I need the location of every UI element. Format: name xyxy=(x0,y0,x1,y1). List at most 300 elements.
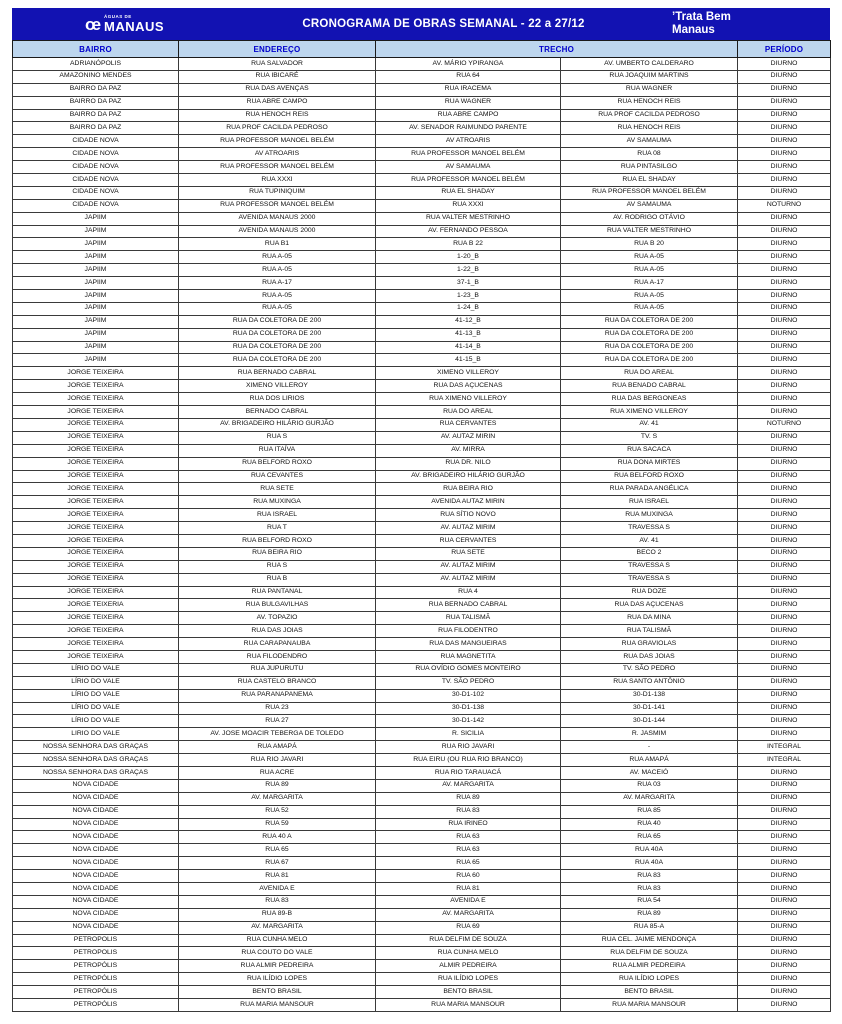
cell-trecho-1: RUA CERVANTES xyxy=(376,418,561,431)
cell-endereco: RUA 27 xyxy=(179,715,376,728)
cell-bairro: NOVA CIDADE xyxy=(13,831,179,844)
cell-endereco: AV ATROARIS xyxy=(179,148,376,161)
cell-trecho-1: AV. AUTAZ MIRIM xyxy=(376,560,561,573)
cell-bairro: JORGE TEIXEIRA xyxy=(13,470,179,483)
cell-trecho-1: RUA SÍTIO NOVO xyxy=(376,509,561,522)
table-row xyxy=(13,70,831,83)
cell-trecho-2: RUA PARADA ANGÉLICA xyxy=(561,483,738,496)
cell-trecho-2: RUA DAS BERGONEAS xyxy=(561,393,738,406)
table-row xyxy=(13,934,831,947)
cell-bairro: NOVA CIDADE xyxy=(13,857,179,870)
schedule-table xyxy=(12,40,831,1012)
cell-bairro: PETROPÓLIS xyxy=(13,986,179,999)
cell-periodo: DIURNO xyxy=(738,431,831,444)
cell-trecho-2: RUA DO AREAL xyxy=(561,367,738,380)
cell-trecho-1: AV. AUTAZ MIRIN xyxy=(376,431,561,444)
cell-bairro: JAPIIM xyxy=(13,225,179,238)
cell-periodo: DIURNO xyxy=(738,122,831,135)
page-title: CRONOGRAMA DE OBRAS SEMANAL - 22 a 27/12 xyxy=(302,18,585,30)
cell-bairro: JORGE TEIXEIRA xyxy=(13,444,179,457)
cell-endereco: RUA ALMIR PEDREIRA xyxy=(179,960,376,973)
table-row xyxy=(13,406,831,419)
cell-trecho-2: RUA AMAPÁ xyxy=(561,754,738,767)
cell-bairro: NOVA CIDADE xyxy=(13,818,179,831)
cell-periodo: INTEGRAL xyxy=(738,754,831,767)
cell-periodo: DIURNO xyxy=(738,625,831,638)
cell-bairro: JORGE TEIXEIRA xyxy=(13,393,179,406)
table-row xyxy=(13,431,831,444)
table-row xyxy=(13,844,831,857)
cell-endereco: RUA HENOCH REIS xyxy=(179,109,376,122)
brand-line2: Manaus xyxy=(672,24,715,36)
cell-trecho-1: RUA BEIRA RIO xyxy=(376,483,561,496)
cell-bairro: PETROPÓLIS xyxy=(13,973,179,986)
cell-endereco: RUA S xyxy=(179,560,376,573)
cell-endereco: RUA MARIA MANSOUR xyxy=(179,999,376,1012)
cell-bairro: JAPIIM xyxy=(13,341,179,354)
cell-periodo: DIURNO xyxy=(738,999,831,1012)
table-row xyxy=(13,741,831,754)
cell-bairro: LÍRIO DO VALE xyxy=(13,676,179,689)
cell-bairro: JORGE TEIXEIRA xyxy=(13,534,179,547)
cell-periodo: DIURNO xyxy=(738,354,831,367)
cell-bairro: CIDADE NOVA xyxy=(13,148,179,161)
cell-trecho-1: 1-24_B xyxy=(376,302,561,315)
cell-bairro: PETROPÓLIS xyxy=(13,999,179,1012)
cell-trecho-2: RUA A-05 xyxy=(561,251,738,264)
cell-periodo: DIURNO xyxy=(738,547,831,560)
cell-periodo: DIURNO xyxy=(738,947,831,960)
table-row xyxy=(13,908,831,921)
cell-bairro: JAPIIM xyxy=(13,302,179,315)
cell-trecho-1: AVENIDA AUTAZ MIRIN xyxy=(376,496,561,509)
table-row xyxy=(13,264,831,277)
cell-periodo: DIURNO xyxy=(738,83,831,96)
cell-trecho-1: RUA DO AREAL xyxy=(376,406,561,419)
cell-trecho-2: RUA DA COLETORA DE 200 xyxy=(561,328,738,341)
table-row xyxy=(13,818,831,831)
cell-trecho-2: RUA A-17 xyxy=(561,277,738,290)
cell-bairro: CIDADE NOVA xyxy=(13,199,179,212)
table-row xyxy=(13,766,831,779)
cell-trecho-2: RUA 85-A xyxy=(561,921,738,934)
cell-trecho-1: AV. MÁRIO YPIRANGA xyxy=(376,58,561,71)
cell-endereco: RUA BELFORD ROXO xyxy=(179,534,376,547)
cell-trecho-1: RUA IRACEMA xyxy=(376,83,561,96)
table-row xyxy=(13,315,831,328)
cell-endereco: RUA S xyxy=(179,431,376,444)
table-row xyxy=(13,96,831,109)
cell-trecho-2: BENTO BRASIL xyxy=(561,986,738,999)
cell-bairro: LIRIO DO VALE xyxy=(13,728,179,741)
cell-periodo: DIURNO xyxy=(738,341,831,354)
cell-endereco: AV. BRIGADEIRO HILÁRIO GURJÃO xyxy=(179,418,376,431)
table-row xyxy=(13,393,831,406)
cell-endereco: RUA DA COLETORA DE 200 xyxy=(179,315,376,328)
cell-periodo: DIURNO xyxy=(738,225,831,238)
cell-trecho-2: AV SAMAUMA xyxy=(561,199,738,212)
logo-main-text: MANAUS xyxy=(103,19,165,35)
cell-bairro: JORGE TEIXEIRA xyxy=(13,547,179,560)
cell-trecho-2: RUA PROFESSOR MANOEL BELÉM xyxy=(561,186,738,199)
cell-periodo: DIURNO xyxy=(738,161,831,174)
cell-bairro: JORGE TEIXEIRA xyxy=(13,560,179,573)
cell-endereco: RUA BULGAVILHAS xyxy=(179,599,376,612)
cell-periodo: DIURNO xyxy=(738,766,831,779)
cell-bairro: AMAZONINO MENDES xyxy=(13,70,179,83)
cell-trecho-1: AV. MIRRA xyxy=(376,444,561,457)
cell-periodo: DIURNO xyxy=(738,908,831,921)
table-row xyxy=(13,638,831,651)
table-header-row xyxy=(13,41,831,58)
cell-endereco: AV. MARGARITA xyxy=(179,792,376,805)
cell-bairro: NOVA CIDADE xyxy=(13,844,179,857)
cell-endereco: RUA A-05 xyxy=(179,302,376,315)
cell-periodo: DIURNO xyxy=(738,522,831,535)
cell-bairro: ADRIANÓPOLIS xyxy=(13,58,179,71)
cell-endereco: RUA RIO JAVARI xyxy=(179,754,376,767)
table-row xyxy=(13,792,831,805)
cell-periodo: NOTURNO xyxy=(738,199,831,212)
cell-endereco: RUA 65 xyxy=(179,844,376,857)
cell-endereco: RUA 59 xyxy=(179,818,376,831)
cell-endereco: RUA ISRAEL xyxy=(179,509,376,522)
cell-trecho-1: RUA WAGNER xyxy=(376,96,561,109)
cell-endereco: RUA COUTO DO VALE xyxy=(179,947,376,960)
cell-trecho-1: 30-D1-138 xyxy=(376,702,561,715)
cell-periodo: DIURNO xyxy=(738,883,831,896)
cell-trecho-1: RUA XIMENO VILLEROY xyxy=(376,393,561,406)
cell-periodo: DIURNO xyxy=(738,470,831,483)
cell-trecho-1: RUA VALTER MESTRINHO xyxy=(376,212,561,225)
cell-periodo: DIURNO xyxy=(738,290,831,303)
cell-endereco: RUA B1 xyxy=(179,238,376,251)
brand-line1: ’Trata Bem xyxy=(672,11,731,24)
cell-trecho-1: RUA 63 xyxy=(376,844,561,857)
cell-bairro: LÍRIO DO VALE xyxy=(13,715,179,728)
cell-bairro: JAPIIM xyxy=(13,277,179,290)
table-row xyxy=(13,715,831,728)
column-header-periodo: PERÍODO xyxy=(738,41,831,58)
cell-trecho-2: TRAVESSA S xyxy=(561,573,738,586)
cell-trecho-1: RUA ABRE CAMPO xyxy=(376,109,561,122)
table-row xyxy=(13,805,831,818)
cell-trecho-2: RUA DA COLETORA DE 200 xyxy=(561,315,738,328)
cell-endereco: RUA DOS LIRIOS xyxy=(179,393,376,406)
logo-top-text: ÁGUAS DE xyxy=(103,13,132,19)
trata-bem-manaus-logo xyxy=(650,11,830,36)
cell-trecho-1: RUA 89 xyxy=(376,792,561,805)
cell-endereco: AV. JOSE MOACIR TEBERGA DE TOLEDO xyxy=(179,728,376,741)
cell-trecho-1: RUA DR. NILO xyxy=(376,457,561,470)
cell-bairro: NOVA CIDADE xyxy=(13,921,179,934)
cell-endereco: RUA PARANAPANEMA xyxy=(179,689,376,702)
cell-trecho-2: RUA JOAQUIM MARTINS xyxy=(561,70,738,83)
cell-trecho-2: RUA A-05 xyxy=(561,302,738,315)
cell-bairro: JORGE TEIXEIRA xyxy=(13,483,179,496)
cell-trecho-1: AV. AUTAZ MIRIM xyxy=(376,573,561,586)
cell-bairro: NOSSA SENHORA DAS GRAÇAS xyxy=(13,766,179,779)
cell-periodo: DIURNO xyxy=(738,650,831,663)
cell-periodo: DIURNO xyxy=(738,960,831,973)
cell-bairro: NOVA CIDADE xyxy=(13,805,179,818)
cell-trecho-1: ALMIR PEDREIRA xyxy=(376,960,561,973)
cell-trecho-2: RUA DA COLETORA DE 200 xyxy=(561,354,738,367)
cell-endereco: RUA DAS JOIAS xyxy=(179,625,376,638)
cell-trecho-2: 30-D1-138 xyxy=(561,689,738,702)
cell-periodo: DIURNO xyxy=(738,212,831,225)
cell-bairro: CIDADE NOVA xyxy=(13,135,179,148)
table-row xyxy=(13,857,831,870)
cell-periodo: DIURNO xyxy=(738,148,831,161)
cell-periodo: DIURNO xyxy=(738,689,831,702)
cell-periodo: DIURNO xyxy=(738,702,831,715)
table-row xyxy=(13,509,831,522)
table-row xyxy=(13,689,831,702)
cell-trecho-2: RUA BELFORD ROXO xyxy=(561,470,738,483)
cell-periodo: DIURNO xyxy=(738,638,831,651)
cell-periodo: DIURNO xyxy=(738,483,831,496)
cell-endereco: RUA SETE xyxy=(179,483,376,496)
cell-trecho-2: TV. SÃO PEDRO xyxy=(561,663,738,676)
cell-trecho-2: TRAVESSA S xyxy=(561,560,738,573)
cell-trecho-2: RUA ISRAEL xyxy=(561,496,738,509)
cell-endereco: RUA B xyxy=(179,573,376,586)
cell-bairro: JAPIIM xyxy=(13,238,179,251)
cell-trecho-2: RUA B 20 xyxy=(561,238,738,251)
cell-bairro: PETROPÓLIS xyxy=(13,960,179,973)
cell-periodo: DIURNO xyxy=(738,109,831,122)
cell-endereco: RUA BERNADO CABRAL xyxy=(179,367,376,380)
cell-trecho-2: 30-D1-141 xyxy=(561,702,738,715)
cell-bairro: NOVA CIDADE xyxy=(13,908,179,921)
cell-endereco: RUA IBICARÉ xyxy=(179,70,376,83)
cell-trecho-1: RUA PROFESSOR MANOEL BELÉM xyxy=(376,174,561,187)
cell-endereco: RUA CARAPANAUBA xyxy=(179,638,376,651)
cell-trecho-1: RUA 65 xyxy=(376,857,561,870)
table-row xyxy=(13,109,831,122)
table-row xyxy=(13,457,831,470)
cell-trecho-1: R. SICILIA xyxy=(376,728,561,741)
cell-trecho-2: AV SAMAUMA xyxy=(561,135,738,148)
cell-trecho-1: 1-20_B xyxy=(376,251,561,264)
cell-bairro: JORGE TEIXEIRA xyxy=(13,431,179,444)
cell-periodo: NOTURNO xyxy=(738,418,831,431)
cell-bairro: JORGE TEIXEIRA xyxy=(13,650,179,663)
cell-trecho-2: RUA PROF CACILDA PEDROSO xyxy=(561,109,738,122)
cell-endereco: RUA PROFESSOR MANOEL BELÉM xyxy=(179,161,376,174)
cell-trecho-2: RUA DA MINA xyxy=(561,612,738,625)
cell-endereco: RUA TUPINIQUIM xyxy=(179,186,376,199)
cell-trecho-2: RUA PINTASILGO xyxy=(561,161,738,174)
cell-endereco: RUA PANTANAL xyxy=(179,586,376,599)
cell-trecho-1: 30-D1-142 xyxy=(376,715,561,728)
cell-periodo: DIURNO xyxy=(738,973,831,986)
table-row xyxy=(13,960,831,973)
cell-trecho-1: AV ATROARIS xyxy=(376,135,561,148)
cell-bairro: PETROPOLIS xyxy=(13,934,179,947)
cell-periodo: DIURNO xyxy=(738,870,831,883)
cell-trecho-2: RUA DA COLETORA DE 200 xyxy=(561,341,738,354)
cell-periodo: DIURNO xyxy=(738,676,831,689)
cell-trecho-2: RUA 03 xyxy=(561,779,738,792)
cell-bairro: JAPIIM xyxy=(13,251,179,264)
table-row xyxy=(13,367,831,380)
cell-bairro: CIDADE NOVA xyxy=(13,186,179,199)
cell-periodo: DIURNO xyxy=(738,599,831,612)
cell-trecho-2: RUA DONA MIRTES xyxy=(561,457,738,470)
table-row xyxy=(13,496,831,509)
cell-endereco: RUA BEIRA RIO xyxy=(179,547,376,560)
cell-periodo: DIURNO xyxy=(738,496,831,509)
cell-periodo: DIURNO xyxy=(738,509,831,522)
cell-bairro: JORGE TEIXEIRA xyxy=(13,522,179,535)
cell-trecho-2: AV. 41 xyxy=(561,534,738,547)
cell-trecho-1: RUA RIO TARAUACÁ xyxy=(376,766,561,779)
cell-trecho-1: 41-12_B xyxy=(376,315,561,328)
cell-periodo: DIURNO xyxy=(738,560,831,573)
cell-endereco: RUA XXXI xyxy=(179,174,376,187)
table-row xyxy=(13,534,831,547)
cell-trecho-1: RUA DELFIM DE SOUZA xyxy=(376,934,561,947)
cell-periodo: DIURNO xyxy=(738,96,831,109)
cell-periodo: DIURNO xyxy=(738,315,831,328)
cell-trecho-2: RUA 40 xyxy=(561,818,738,831)
cell-periodo: DIURNO xyxy=(738,406,831,419)
cell-trecho-1: RUA CERVANTES xyxy=(376,534,561,547)
cell-bairro: NOVA CIDADE xyxy=(13,883,179,896)
cell-trecho-1: RUA B 22 xyxy=(376,238,561,251)
cell-trecho-2: AV. RODRIGO OTÁVIO xyxy=(561,212,738,225)
cell-endereco: AVENIDA E xyxy=(179,883,376,896)
cell-trecho-2: RUA SACACA xyxy=(561,444,738,457)
cell-trecho-2: RUA TALISMÃ xyxy=(561,625,738,638)
table-row xyxy=(13,328,831,341)
cell-periodo: DIURNO xyxy=(738,238,831,251)
cell-trecho-1: RUA IRINEO xyxy=(376,818,561,831)
cell-bairro: JORGE TEIXEIRA xyxy=(13,625,179,638)
cell-endereco: RUA SALVADOR xyxy=(179,58,376,71)
cell-trecho-1: 41-13_B xyxy=(376,328,561,341)
cell-trecho-1: RUA ILÍDIO LOPES xyxy=(376,973,561,986)
cell-trecho-1: AV. MARGARITA xyxy=(376,908,561,921)
table-row xyxy=(13,135,831,148)
cell-endereco: RUA MUXINGA xyxy=(179,496,376,509)
cell-periodo: DIURNO xyxy=(738,831,831,844)
cell-trecho-1: RUA 4 xyxy=(376,586,561,599)
cell-trecho-1: AV. BRIGADEIRO HILÁRIO GURJÃO xyxy=(376,470,561,483)
cell-endereco: RUA 40 A xyxy=(179,831,376,844)
cell-periodo: DIURNO xyxy=(738,586,831,599)
cell-trecho-1: RUA 83 xyxy=(376,805,561,818)
cell-periodo: DIURNO xyxy=(738,380,831,393)
cell-periodo: DIURNO xyxy=(738,277,831,290)
table-row xyxy=(13,986,831,999)
cell-trecho-1: AV. FERNANDO PESSOA xyxy=(376,225,561,238)
cell-endereco: RUA JUPURUTU xyxy=(179,663,376,676)
cell-trecho-2: - xyxy=(561,741,738,754)
table-row xyxy=(13,225,831,238)
cell-periodo: DIURNO xyxy=(738,174,831,187)
cell-endereco: RUA PROFESSOR MANOEL BELÉM xyxy=(179,199,376,212)
cell-trecho-1: RUA 64 xyxy=(376,70,561,83)
cell-trecho-1: RUA MAGNETITA xyxy=(376,650,561,663)
cell-endereco: RUA A-17 xyxy=(179,277,376,290)
cell-trecho-2: RUA CEL. JAIME MENDONÇA xyxy=(561,934,738,947)
cell-trecho-2: RUA 85 xyxy=(561,805,738,818)
table-row xyxy=(13,870,831,883)
cell-endereco: RUA 52 xyxy=(179,805,376,818)
table-row xyxy=(13,663,831,676)
cell-trecho-1: RUA TALISMÃ xyxy=(376,612,561,625)
table-row xyxy=(13,277,831,290)
cell-trecho-2: RUA 89 xyxy=(561,908,738,921)
cell-periodo: DIURNO xyxy=(738,393,831,406)
cell-bairro: PETROPOLIS xyxy=(13,947,179,960)
cell-periodo: DIURNO xyxy=(738,779,831,792)
cell-periodo: DIURNO xyxy=(738,251,831,264)
table-row xyxy=(13,83,831,96)
table-row xyxy=(13,547,831,560)
cell-endereco: RUA 89-B xyxy=(179,908,376,921)
cell-trecho-1: RUA 60 xyxy=(376,870,561,883)
cell-bairro: LÍRIO DO VALE xyxy=(13,689,179,702)
table-row xyxy=(13,625,831,638)
cell-trecho-1: RUA BERNADO CABRAL xyxy=(376,599,561,612)
cell-endereco: AVENIDA MANAUS 2000 xyxy=(179,212,376,225)
table-row xyxy=(13,599,831,612)
cell-trecho-1: RUA FILODENTRO xyxy=(376,625,561,638)
cell-bairro: JORGE TEIXEIRA xyxy=(13,573,179,586)
table-row xyxy=(13,174,831,187)
cell-bairro: BAIRRO DA PAZ xyxy=(13,96,179,109)
cell-trecho-1: RUA CUNHA MELO xyxy=(376,947,561,960)
cell-trecho-1: 30-D1-102 xyxy=(376,689,561,702)
cell-trecho-2: RUA DAS JOIAS xyxy=(561,650,738,663)
cell-endereco: RUA DA COLETORA DE 200 xyxy=(179,328,376,341)
cell-endereco: RUA AMAPÁ xyxy=(179,741,376,754)
aguas-infinity-logo-icon: œ xyxy=(84,14,100,34)
cell-periodo: DIURNO xyxy=(738,792,831,805)
cell-endereco: RUA DA COLETORA DE 200 xyxy=(179,341,376,354)
cell-trecho-2: RUA A-05 xyxy=(561,290,738,303)
cell-bairro: JORGE TEIXEIRA xyxy=(13,612,179,625)
table-row xyxy=(13,470,831,483)
cell-trecho-1: TV. SÃO PEDRO xyxy=(376,676,561,689)
table-row xyxy=(13,831,831,844)
cell-periodo: DIURNO xyxy=(738,986,831,999)
table-row xyxy=(13,238,831,251)
cell-trecho-1: RUA OVÍDIO GOMES MONTEIRO xyxy=(376,663,561,676)
table-row xyxy=(13,999,831,1012)
cell-endereco: BENTO BRASIL xyxy=(179,986,376,999)
cell-periodo: DIURNO xyxy=(738,444,831,457)
cell-periodo: DIURNO xyxy=(738,857,831,870)
table-row xyxy=(13,586,831,599)
cell-trecho-2: RUA HENOCH REIS xyxy=(561,122,738,135)
cell-periodo: DIURNO xyxy=(738,715,831,728)
cell-periodo: DIURNO xyxy=(738,728,831,741)
cell-trecho-2: RUA DELFIM DE SOUZA xyxy=(561,947,738,960)
cell-trecho-2: RUA MUXINGA xyxy=(561,509,738,522)
cell-endereco: RUA A-05 xyxy=(179,264,376,277)
cell-endereco: RUA ACRE xyxy=(179,766,376,779)
cell-bairro: NOVA CIDADE xyxy=(13,870,179,883)
cell-trecho-2: TV. S xyxy=(561,431,738,444)
cell-trecho-1: RUA DAS MANGUEIRAS xyxy=(376,638,561,651)
table-row xyxy=(13,354,831,367)
cell-bairro: CIDADE NOVA xyxy=(13,174,179,187)
